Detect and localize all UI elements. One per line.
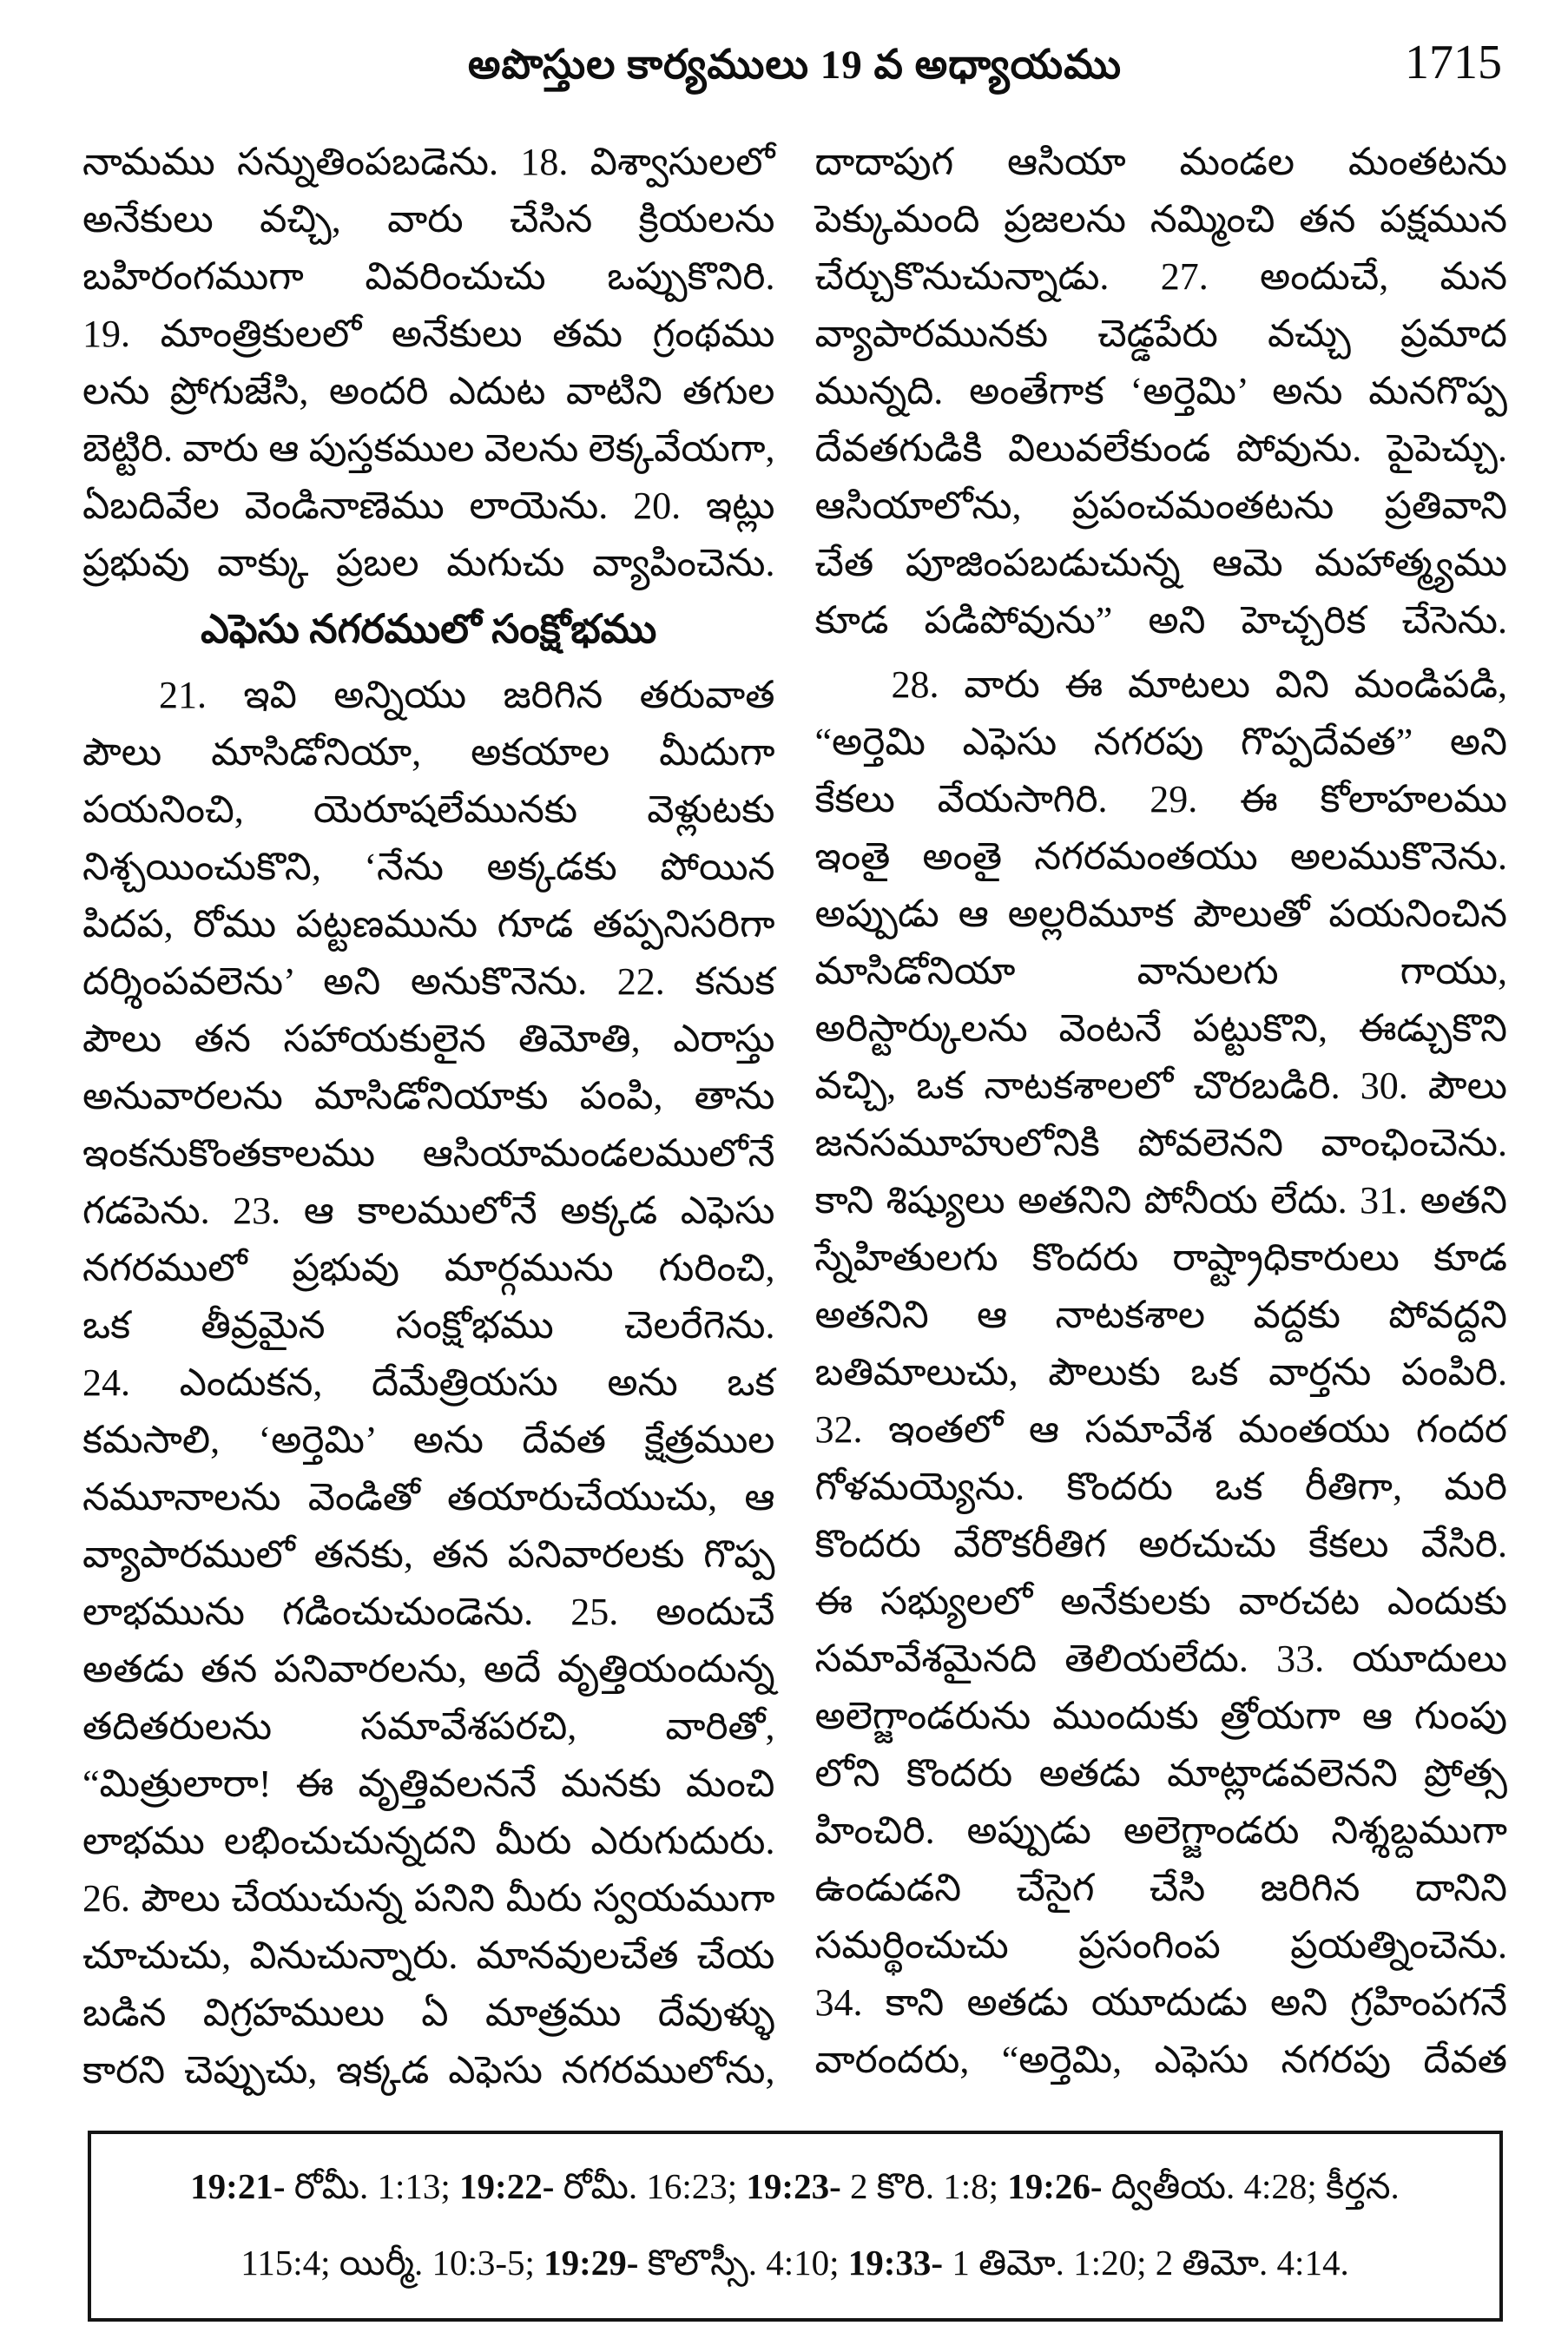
reference-text: 2 కొరి. 1:8; — [849, 2166, 1008, 2206]
text-line: కూడ పడిపోవును” అని హెచ్చరిక చేసెను. — [814, 599, 1507, 642]
text-line: “మిత్రులారా! ఈ వృత్తివలననే మనకు మంచి — [82, 1762, 775, 1805]
reference-text: ద్వితీయ. 4:28; కీర్తన. — [1110, 2166, 1400, 2206]
text-line: మున్నది. అంతేగాక ‘అర్తెమి’ అను మనగొప్ప — [814, 370, 1507, 412]
text-line: గడపెను. 23. ఆ కాలములోనే అక్కడ ఎఫెసు — [82, 1189, 775, 1232]
text-line: లాభమును గడించుచుండెను. 25. అందుచే — [82, 1591, 775, 1633]
text-line: ఉండుడని చేసైగ చేసి జరిగిన దానిని — [814, 1867, 1507, 1909]
text-line: ఈ సభ్యులలో అనేకులకు వారచట ఎందుకు — [814, 1580, 1507, 1623]
section-heading: ఎఫెసు నగరములో సంక్షోభము — [201, 607, 657, 651]
text-line: 34. కాని అతడు యూదుడు అని గ్రహింపగనే — [814, 1981, 1507, 2024]
text-line: కాని శిష్యులు అతనిని పోనీయ లేదు. 31. అతని — [814, 1179, 1507, 1222]
text-body — [82, 134, 1507, 2099]
text-line: బతిమాలుచు, పౌలుకు ఒక వార్తను పంపిరి. — [814, 1351, 1507, 1393]
text-line: చేత పూజింపబడుచున్న ఆమె మహాత్మ్యము — [814, 542, 1507, 584]
cross-reference-box — [88, 2131, 1503, 2322]
text-line: ఆసియాలోను, ప్రపంచమంతటను ప్రతివాని — [814, 484, 1507, 527]
text-line: అనేకులు వచ్చి, వారు చేసిన క్రియలను — [82, 198, 775, 240]
reference-text: 115:4; యిర్మీ. 10:3-5; — [240, 2243, 544, 2283]
text-line: జనసమూహులోనికి పోవలెనని వాంఛించెను. — [814, 1122, 1507, 1164]
verse-reference: 19:26- — [1007, 2166, 1111, 2206]
text-line: “అర్తెమి ఎఫెసు నగరపు గొప్పదేవత” అని — [814, 721, 1507, 763]
text-line: మాసిడోనియా వానులగు గాయు, — [814, 950, 1507, 992]
text-line: పెక్కుమంది ప్రజలను నమ్మించి తన పక్షమున — [814, 198, 1507, 240]
text-line: అతడు తన పనివారలను, అదే వృత్తియందున్న — [82, 1648, 775, 1690]
verse-reference: 19:23- — [746, 2166, 850, 2206]
text-line: బెట్టిరి. వారు ఆ పుస్తకముల వెలను లెక్కవేయగా, — [82, 427, 775, 470]
text-line: 19. మాంత్రికులలో అనేకులు తమ గ్రంథము — [82, 313, 775, 355]
text-line: లాభము లభించుచున్నదని మీరు ఎరుగుదురు. — [82, 1820, 775, 1862]
text-line: కమసాలి, ‘అర్తెమి’ అను దేవత క్షేత్రముల — [82, 1419, 775, 1461]
text-line: చేర్చుకొనుచున్నాడు. 27. అందుచే, మన — [814, 255, 1507, 298]
text-line: ఇంతై అంతై నగరమంతయు అలముకొనెను. — [814, 835, 1507, 878]
text-line: బహిరంగముగా వివరించుచు ఒప్పుకొనిరి. — [82, 255, 775, 298]
text-line: అనువారలను మాసిడోనియాకు పంపి, తాను — [82, 1075, 775, 1117]
text-line: 24. ఎందుకన, దేమేత్రియసు అను ఒక — [82, 1361, 775, 1404]
text-line: ప్రభువు వాక్కు ప్రబల మగుచు వ్యాపించెను. — [82, 542, 775, 584]
text-line: దర్శింపవలెను’ అని అనుకొనెను. 22. కనుక — [82, 960, 775, 1003]
text-line: పయనించి, యెరూషలేమునకు వెళ్లుటకు — [82, 788, 775, 831]
text-line: బడిన విగ్రహములు ఏ మాత్రము దేవుళ్ళు — [82, 1992, 775, 2034]
text-line: చూచుచు, వినుచున్నారు. మానవులచేత చేయ — [82, 1934, 775, 1977]
text-line: వ్యాపారమునకు చెడ్డపేరు వచ్చు ప్రమాద — [814, 313, 1507, 355]
text-line: ఒక తీవ్రమైన సంక్షోభము చెలరేగెను. — [82, 1304, 775, 1347]
reference-text: కొలొస్సీ. 4:10; — [647, 2243, 848, 2283]
verse-reference: 19:21- — [190, 2166, 294, 2206]
text-line: దేవతగుడికి విలువలేకుండ పోవును. పైపెచ్చు. — [814, 427, 1507, 470]
right-column — [815, 134, 1508, 2099]
text-line: వచ్చి, ఒక నాటకశాలలో చొరబడిరి. 30. పౌలు — [814, 1064, 1507, 1107]
paragraph — [82, 667, 775, 2099]
text-line: 28. వారు ఈ మాటలు విని మండిపడి, — [891, 663, 1507, 706]
text-line: వ్యాపారములో తనకు, తన పనివారలకు గొప్ప — [82, 1533, 775, 1576]
text-line: నిశ్చయించుకొని, ‘నేను అక్కడకు పోయిన — [82, 846, 775, 888]
text-line: 26. పౌలు చేయుచున్న పనిని మీరు స్వయముగా — [82, 1877, 775, 1920]
text-line: కారని చెప్పుచు, ఇక్కడ ఎఫెసు నగరములోను, — [82, 2049, 775, 2092]
text-line: దాదాపుగ ఆసియా మండల మంతటను — [814, 141, 1507, 183]
left-column — [82, 134, 775, 2099]
text-line: వారందరు, “అర్తెమి, ఎఫెసు నగరపు దేవత — [814, 2039, 1507, 2081]
reference-text: 1 తిమో. 1:20; 2 తిమో. 4:14. — [952, 2243, 1349, 2283]
text-line: పౌలు తన సహాయకులైన తిమోతి, ఎరాస్తు — [82, 1018, 775, 1060]
paragraph — [815, 134, 1508, 649]
text-line: సమర్థించుచు ప్రసంగింప ప్రయత్నించెను. — [814, 1924, 1507, 1967]
paragraph — [82, 134, 775, 592]
verse-reference: 19:22- — [459, 2166, 563, 2206]
text-line: ఏబదివేల వెండినాణెము లాయెను. 20. ఇట్లు — [82, 484, 775, 527]
reference-text: రోమీ. 16:23; — [563, 2166, 747, 2206]
text-line: అతనిని ఆ నాటకశాల వద్దకు పోవద్దని — [814, 1294, 1507, 1336]
verse-reference: 19:29- — [544, 2243, 648, 2283]
verse-reference: 19:33- — [847, 2243, 952, 2283]
text-line: సమావేశమైనది తెలియలేదు. 33. యూదులు — [814, 1637, 1507, 1680]
text-line: స్నేహితులగు కొందరు రాష్ట్రాధికారులు కూడ — [814, 1236, 1507, 1279]
text-line: లను ప్రోగుజేసి, అందరి ఎదుట వాటిని తగుల — [82, 370, 775, 412]
text-line: అరిస్టార్కులను వెంటనే పట్టుకొని, ఈడ్చుకొని — [814, 1007, 1507, 1050]
text-line: నగరములో ప్రభువు మార్గమును గురించి, — [82, 1247, 775, 1289]
running-head — [82, 35, 1507, 108]
text-line: పౌలు మాసిడోనియా, అకయాల మీదుగా — [82, 731, 775, 774]
text-line: తదితరులను సమావేశపరచి, వారితో, — [82, 1705, 775, 1748]
text-line: పిదప, రోము పట్టణమును గూడ తప్పనిసరిగా — [82, 903, 775, 945]
chapter-title: అపొస్తుల కార్యములు 19 వ అధ్యాయము — [467, 43, 1123, 88]
cross-reference-line — [126, 2148, 1465, 2224]
text-line: ఇంకనుకొంతకాలము ఆసియామండలములోనే — [82, 1132, 775, 1175]
text-line: అలెగ్జాండరును ముందుకు త్రోయగా ఆ గుంపు — [814, 1695, 1507, 1737]
text-line: అప్పుడు ఆ అల్లరిమూక పౌలుతో పయనించిన — [814, 893, 1507, 935]
text-line: కేకలు వేయసాగిరి. 29. ఈ కోలాహలము — [814, 778, 1507, 820]
text-line: 32. ఇంతలో ఆ సమావేశ మంతయు గందర — [814, 1408, 1507, 1451]
text-line: నమూనాలను వెండితో తయారుచేయుచు, ఆ — [82, 1476, 775, 1519]
reference-text: రోమీ. 1:13; — [293, 2166, 460, 2206]
paragraph — [815, 656, 1508, 2089]
text-line: 21. ఇవి అన్నియు జరిగిన తరువాత — [159, 674, 775, 716]
page-number: 1715 — [1405, 36, 1502, 89]
text-line: నామము సన్నుతింపబడెను. 18. విశ్వాసులలో — [82, 141, 775, 183]
cross-reference-line — [126, 2224, 1465, 2301]
text-line: హించిరి. అప్పుడు అలెగ్జాండరు నిశ్శబ్దముగా — [814, 1809, 1507, 1852]
text-line: గోళమయ్యెను. కొందరు ఒక రీతిగా, మరి — [814, 1466, 1507, 1508]
text-line: కొందరు వేరొకరీతిగ అరచుచు కేకలు వేసిరి. — [814, 1523, 1507, 1565]
text-line: లోని కొందరు అతడు మాట్లాడవలెనని ప్రోత్స — [814, 1752, 1507, 1795]
